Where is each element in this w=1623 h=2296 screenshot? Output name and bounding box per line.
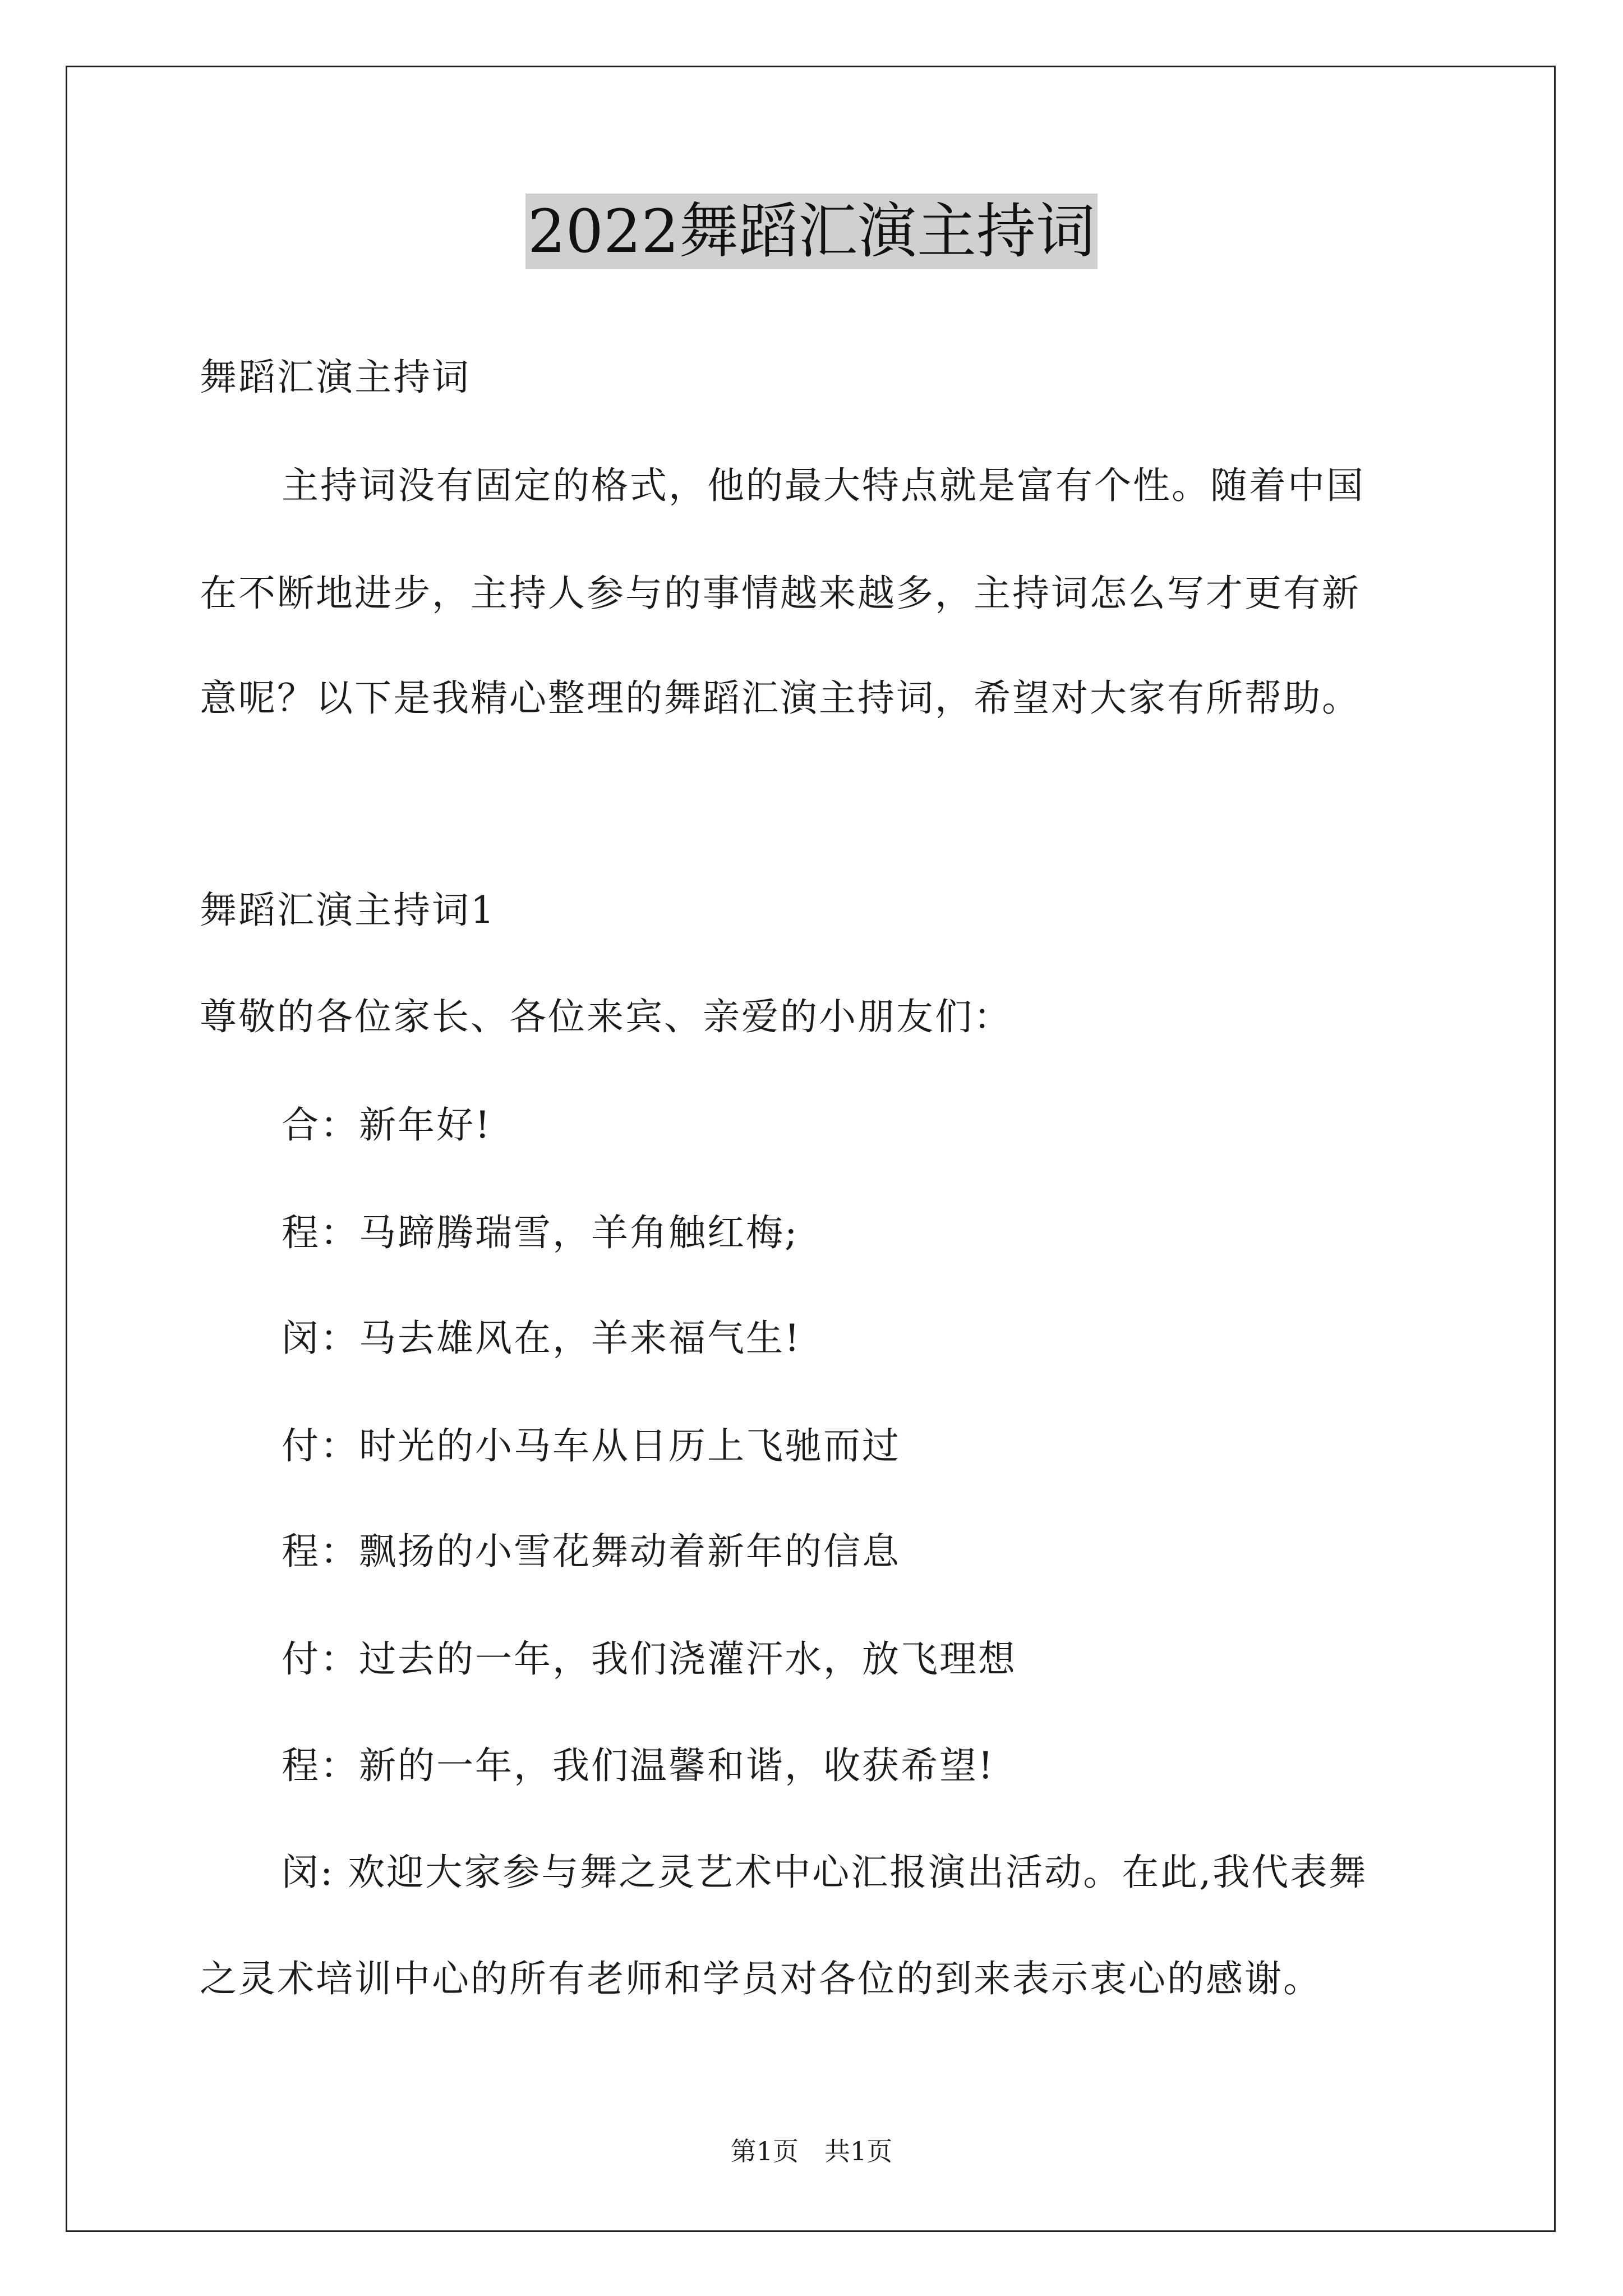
dialogue-line-1: 合：新年好! bbox=[282, 1103, 492, 1147]
greeting-line: 尊敬的各位家长、各位来宾、亲爱的小朋友们： bbox=[200, 995, 1012, 1038]
dialogue-line-3: 闵：马去雄风在，羊来福气生! bbox=[282, 1317, 801, 1360]
dialogue-line-2: 程：马蹄腾瑞雪，羊角触红梅; bbox=[282, 1211, 799, 1254]
dialogue-line-4: 付：时光的小马车从日历上飞驰而过 bbox=[282, 1424, 901, 1467]
dialogue-line-5: 程：飘扬的小雪花舞动着新年的信息 bbox=[282, 1530, 901, 1573]
document-title bbox=[0, 197, 1623, 266]
intro-line-1: 主持词没有固定的格式，他的最大特点就是富有个性。随着中国 bbox=[282, 464, 1365, 507]
dialogue-line-7: 程：新的一年，我们温馨和谐，收获希望! bbox=[282, 1744, 995, 1787]
intro-line-2: 在不断地进步，主持人参与的事情越来越多，主持词怎么写才更有新 bbox=[200, 572, 1361, 615]
section-heading: 舞蹈汇演主持词1 bbox=[200, 889, 496, 932]
subtitle: 舞蹈汇演主持词 bbox=[200, 356, 471, 399]
page-footer: 第1页 共1页 bbox=[730, 2136, 893, 2166]
dialogue-line-8: 闵: 欢迎大家参与舞之灵艺术中心汇报演出活动。在此,我代表舞 bbox=[282, 1851, 1368, 1894]
dialogue-line-6: 付：过去的一年，我们浇灌汗水，放飞理想 bbox=[282, 1637, 1017, 1681]
intro-line-3: 意呢？以下是我精心整理的舞蹈汇演主持词，希望对大家有所帮助。 bbox=[200, 677, 1361, 720]
continuation-line: 之灵术培训中心的所有老师和学员对各位的到来表示衷心的感谢。 bbox=[200, 1957, 1322, 2000]
document-title-text: 2022舞蹈汇演主持词 bbox=[525, 194, 1098, 269]
